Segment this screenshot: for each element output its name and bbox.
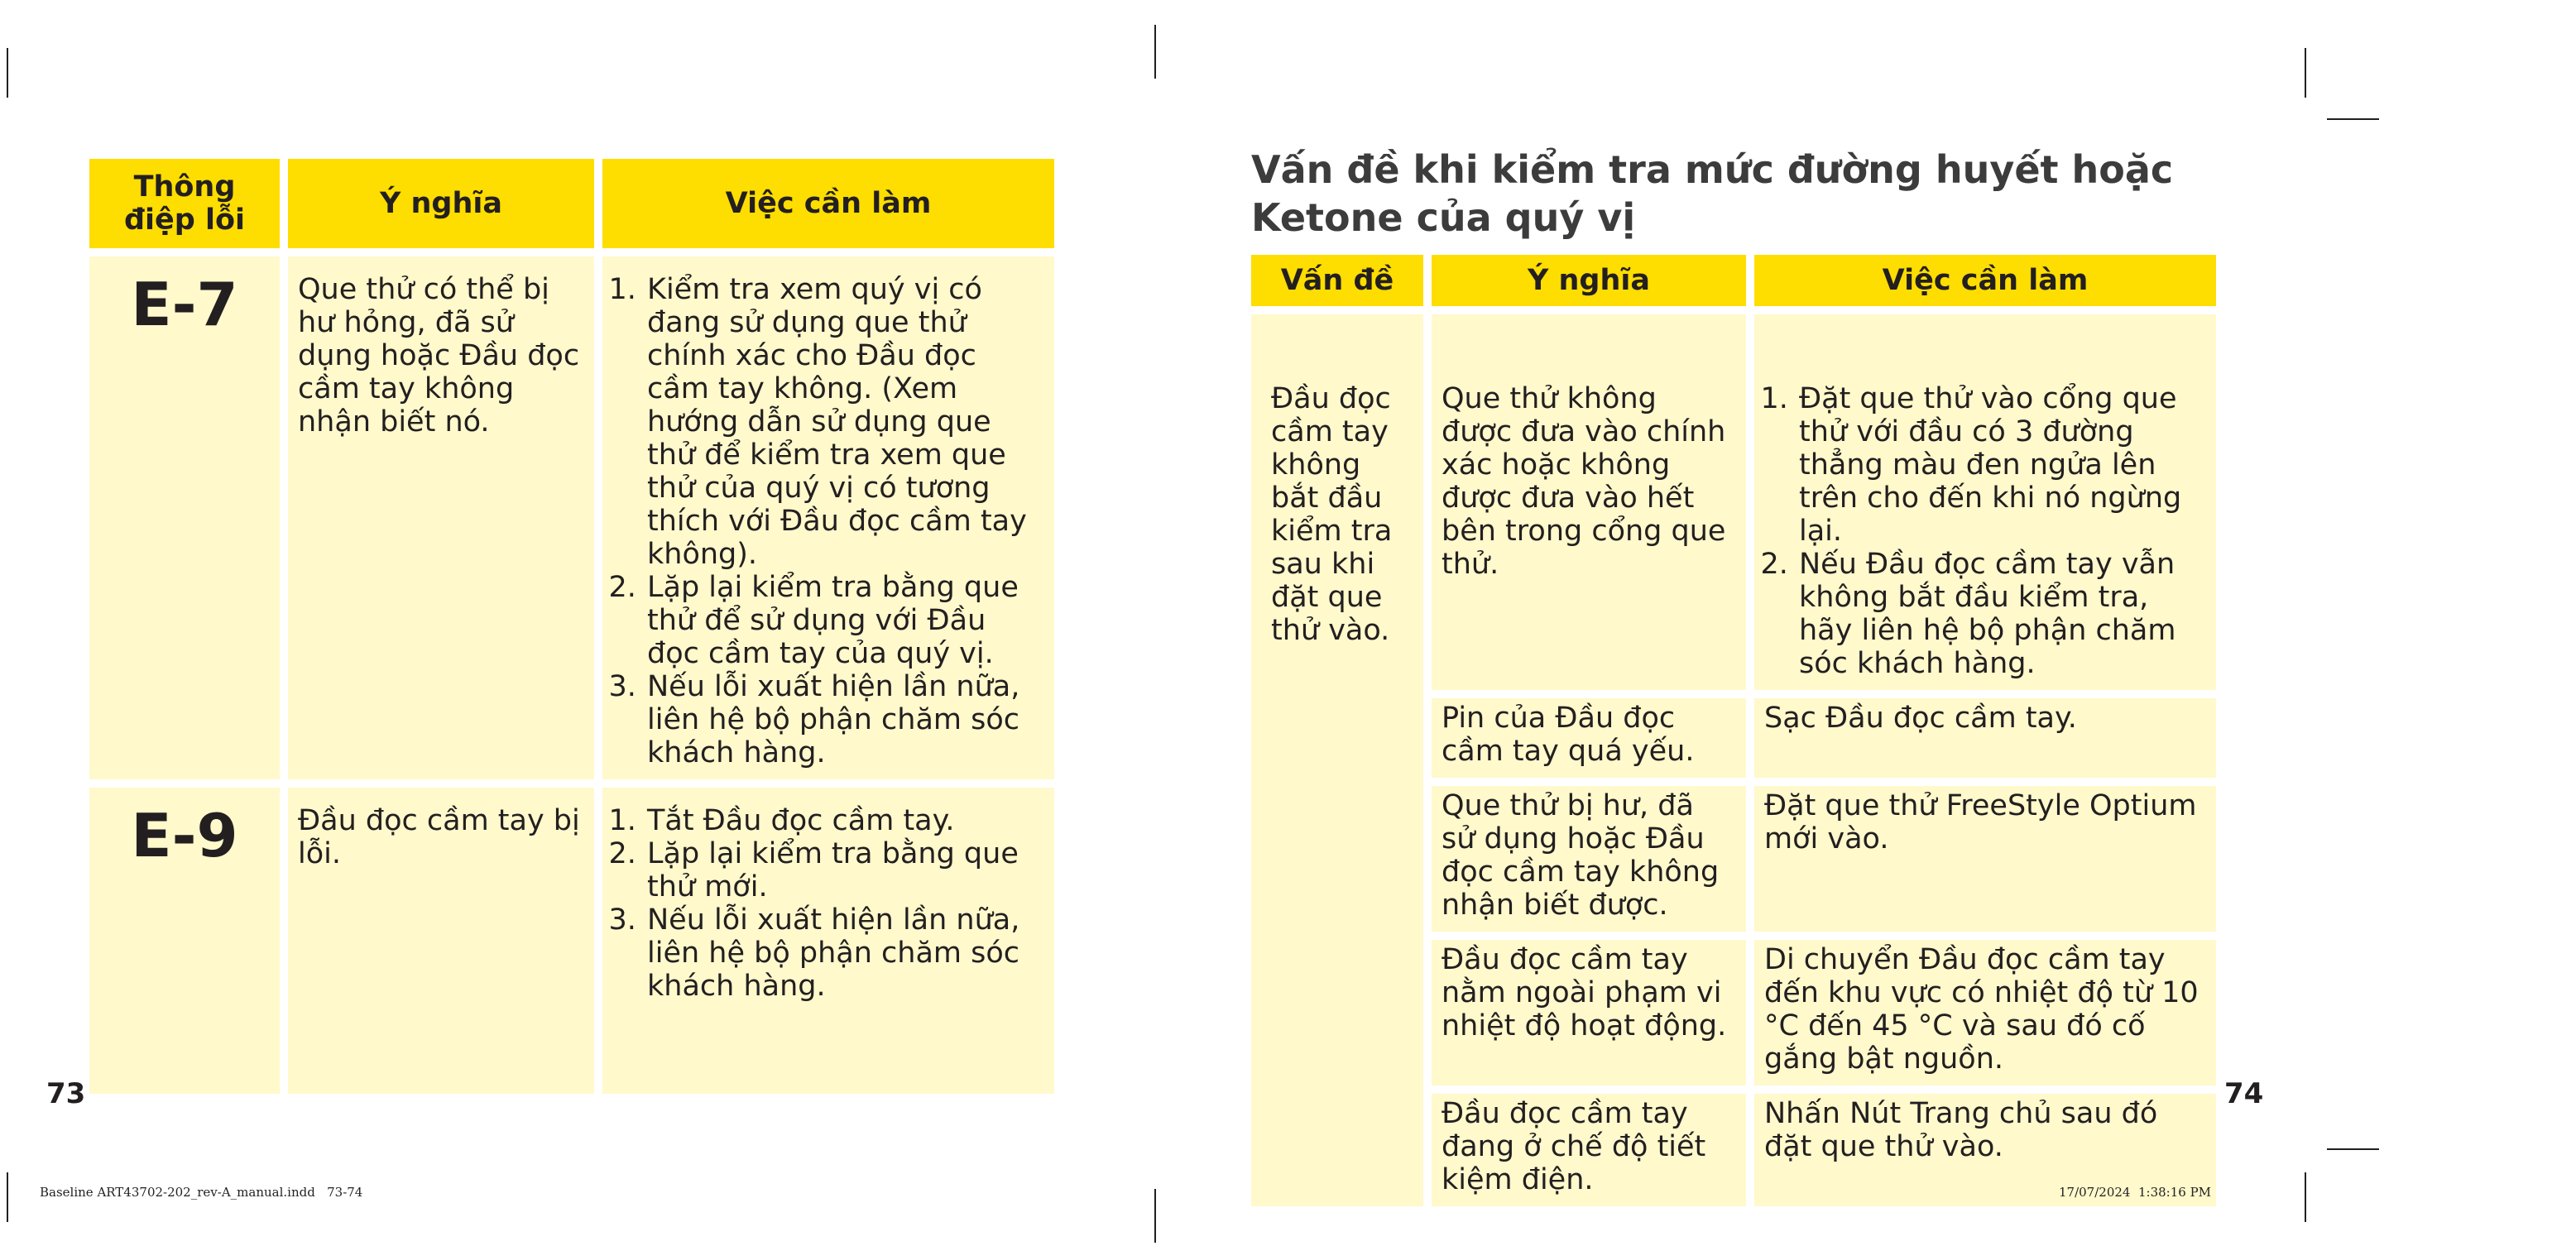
action-step: 1. Đặt que thử vào cổng que thử với đầu có 3 đường thẳng màu đen ngửa lên trên cho đến khi nó ngừng lại. <box>1797 382 2206 548</box>
problem-table <box>1243 247 2224 1215</box>
crop-mark <box>2327 1148 2379 1150</box>
error-actions <box>602 788 1054 1094</box>
header-action: Việc cần làm <box>1754 255 2216 306</box>
crop-mark <box>1154 25 1156 79</box>
action-step: 2. Nếu Đầu đọc cầm tay vẫn không bắt đầu kiểm tra, hãy liên hệ bộ phận chăm sóc khách hàng. <box>1797 548 2206 680</box>
cause-meaning: Que thử bị hư, đã sử dụng hoặc Đầu đọc cầm tay không nhận biết được. <box>1432 786 1746 932</box>
action-step: 2. Lặp lại kiểm tra bằng que thử để sử dụng với Đầu đọc cầm tay của quý vị. <box>645 571 1044 670</box>
cause-meaning: Pin của Đầu đọc cầm tay quá yếu. <box>1432 698 1746 778</box>
header-error-message: Thông điệp lỗi <box>89 159 280 248</box>
crop-mark <box>1154 1189 1156 1243</box>
action-step: 1. Kiểm tra xem quý vị có đang sử dụng que thử chính xác cho Đầu đọc cầm tay không. (Xem hướng dẫn sử dụng que thử để kiểm tra xem que thử của quý vị có tương thích với Đầu đọc cầm tay không). <box>645 273 1044 571</box>
action-step: 1. Tắt Đầu đọc cầm tay. <box>645 804 1044 837</box>
page-number-left: 73 <box>46 1077 86 1110</box>
page-title: Vấn đề khi kiểm tra mức đường huyết hoặc Ketone của quý vị <box>1251 147 2174 240</box>
error-actions <box>602 256 1054 779</box>
crop-mark <box>2305 48 2306 98</box>
cause-action: Di chuyển Đầu đọc cầm tay đến khu vực có nhiệt độ từ 10 °C đến 45 °C và sau đó cố gắng bật nguồn. <box>1754 940 2216 1085</box>
error-meaning: Đầu đọc cầm tay bị lỗi. <box>288 788 594 1094</box>
action-step: 3. Nếu lỗi xuất hiện lần nữa, liên hệ bộ phận chăm sóc khách hàng. <box>645 903 1044 1003</box>
table-row <box>89 256 1054 779</box>
crop-mark <box>2327 118 2379 120</box>
error-message-table <box>81 151 1063 1102</box>
slug-file-info: Baseline ART43702-202_rev-A_manual.indd 73-74 <box>40 1185 363 1200</box>
table-row <box>89 788 1054 1094</box>
page-number-right: 74 <box>2224 1077 2264 1110</box>
cause-meaning: Que thử không được đưa vào chính xác hoặc không được đưa vào hết bên trong cổng que thử. <box>1432 314 1746 690</box>
cause-meaning: Đầu đọc cầm tay nằm ngoài phạm vi nhiệt độ hoạt động. <box>1432 940 1746 1085</box>
slug-date: 17/07/2024 <box>2059 1185 2131 1200</box>
slug-time: 1:38:16 PM <box>2138 1185 2212 1200</box>
problem-description: Đầu đọc cầm tay không bắt đầu kiểm tra sau khi đặt que thử vào. <box>1251 314 1423 1206</box>
cause-action: Sạc Đầu đọc cầm tay. <box>1754 698 2216 778</box>
cause-meaning: Đầu đọc cầm tay đang ở chế độ tiết kiệm điện. <box>1432 1094 1746 1206</box>
error-code: E-7 <box>89 256 280 779</box>
header-problem: Vấn đề <box>1251 255 1423 306</box>
crop-mark <box>7 1172 8 1222</box>
crop-mark <box>7 48 8 98</box>
cause-action: Đặt que thử FreeStyle Optium mới vào. <box>1754 786 2216 932</box>
cause-action: Nhấn Nút Trang chủ sau đó đặt que thử vào. <box>1754 1094 2216 1206</box>
action-step: 3. Nếu lỗi xuất hiện lần nữa, liên hệ bộ phận chăm sóc khách hàng. <box>645 670 1044 769</box>
crop-mark <box>2305 1172 2306 1222</box>
header-action: Việc cần làm <box>602 159 1054 248</box>
cause-actions <box>1754 314 2216 690</box>
header-meaning: Ý nghĩa <box>288 159 594 248</box>
action-step: 2. Lặp lại kiểm tra bằng que thử mới. <box>645 837 1044 903</box>
table-row <box>1251 314 2216 690</box>
header-meaning: Ý nghĩa <box>1432 255 1746 306</box>
error-code: E-9 <box>89 788 280 1094</box>
error-meaning: Que thử có thể bị hư hỏng, đã sử dụng hoặc Đầu đọc cầm tay không nhận biết nó. <box>288 256 594 779</box>
